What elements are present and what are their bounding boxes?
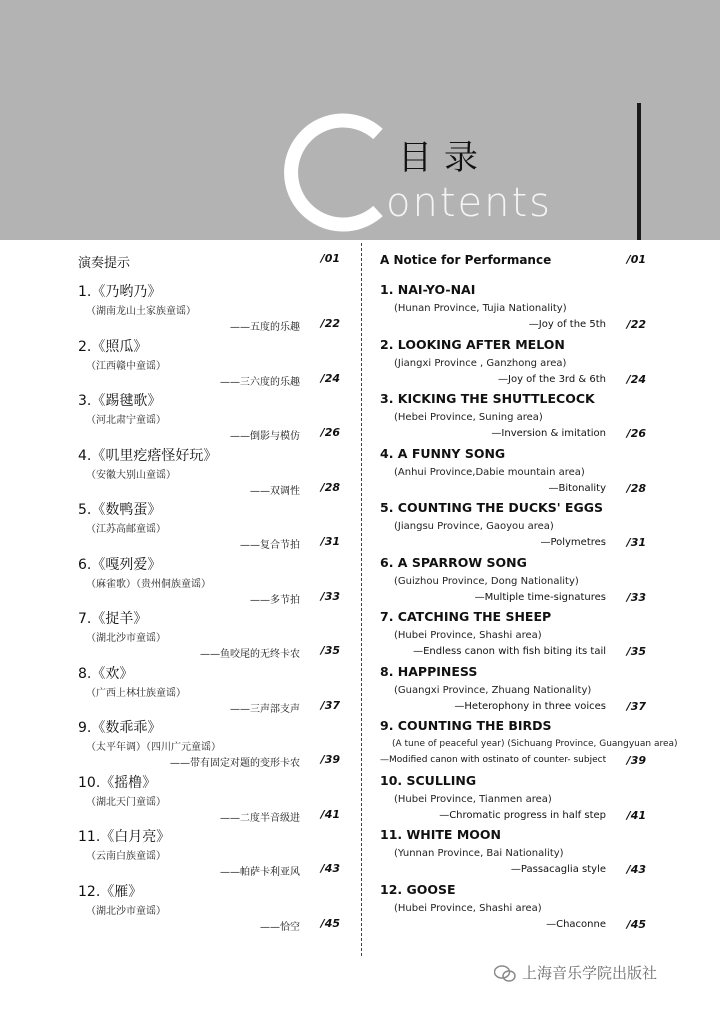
- page-number: /33: [320, 589, 340, 603]
- entry-title[interactable]: 11. WHITE MOON: [380, 827, 501, 842]
- entry-title[interactable]: 5. COUNTING THE DUCKS' EGGS: [380, 500, 603, 515]
- page-number: /43: [626, 863, 646, 876]
- entry-origin: （太平年调）（四川广元童谣）: [86, 742, 221, 753]
- entry-title[interactable]: 2.《照瓜》: [78, 338, 148, 355]
- page-number: /37: [626, 699, 646, 713]
- entry-origin: (Anhui Province,Dabie mountain area): [394, 466, 585, 478]
- page-number: /31: [320, 535, 340, 548]
- page-number: /35: [626, 645, 646, 658]
- entry-origin: （广西上林壮族童谣）: [86, 687, 186, 699]
- contents-c-logo: [270, 110, 390, 235]
- notice-row[interactable]: [380, 253, 646, 267]
- entry-theme: ——双调性: [250, 485, 300, 497]
- entry-title[interactable]: 12.《雁》: [78, 883, 143, 900]
- page-number: /43: [320, 862, 340, 875]
- entry-origin: (Hunan Province, Tujia Nationality): [394, 303, 567, 314]
- entry-title[interactable]: 9.《数乖乖》: [78, 720, 162, 736]
- header-vertical-rule: [637, 103, 641, 240]
- page-number: /41: [626, 808, 646, 822]
- entry-theme: ——三六度的乐趣: [220, 376, 300, 388]
- entry-theme: —Bitonality: [548, 482, 606, 494]
- entry-title[interactable]: 8. HAPPINESS: [380, 663, 478, 679]
- entry-theme: —Multiple time-signatures: [474, 591, 606, 603]
- page-number: /22: [626, 318, 646, 331]
- entry-title[interactable]: 8.《欢》: [78, 665, 134, 682]
- title-chinese: 目录: [398, 138, 490, 178]
- entry-theme: ——多节拍: [250, 594, 300, 606]
- title-english: ontents: [386, 180, 552, 226]
- page-number: /26: [626, 427, 646, 440]
- entry-origin: (Hubei Province, Shashi area): [394, 630, 542, 641]
- entry-title[interactable]: 2. LOOKING AFTER MELON: [380, 336, 565, 352]
- entry-title[interactable]: 9. COUNTING THE BIRDS: [380, 718, 552, 733]
- entry-origin: (Jiangxi Province , Ganzhong area): [394, 357, 567, 369]
- entry-title[interactable]: 7.《捉羊》: [78, 611, 148, 627]
- entry-title[interactable]: 10.《摇橹》: [78, 774, 157, 791]
- entry-theme: —Polymetres: [540, 537, 606, 548]
- entry-origin: （湖北天门童谣）: [86, 796, 166, 808]
- page-number: /28: [320, 480, 340, 494]
- entry-theme: —Joy of the 5th: [528, 319, 606, 330]
- entry-origin: (Hubei Province, Tianmen area): [394, 793, 552, 805]
- entry-origin: (Hebei Province, Suning area): [394, 412, 543, 423]
- page-number: /45: [320, 916, 340, 930]
- entry-origin: (Jiangsu Province, Gaoyou area): [394, 521, 554, 532]
- publisher-watermark: [494, 962, 657, 983]
- notice-row[interactable]: [78, 252, 340, 271]
- entry-title[interactable]: 10. SCULLING: [380, 772, 477, 788]
- entry-title[interactable]: 6.《嘎列爱》: [78, 556, 162, 573]
- page-number: /35: [320, 644, 340, 657]
- entry-origin: （湖南龙山土家族童谣）: [86, 306, 196, 317]
- entry-title[interactable]: 1.《乃哟乃》: [78, 284, 162, 300]
- entry-origin: （河北肃宁童谣）: [86, 415, 166, 426]
- entry-origin: （麻雀歌）（贵州侗族童谣）: [86, 578, 211, 590]
- page-number: /39: [320, 753, 340, 766]
- page-number: /31: [626, 536, 646, 549]
- wechat-icon: [494, 965, 516, 983]
- entry-theme: —Passacaglia style: [510, 864, 606, 875]
- entry-origin: (Guizhou Province, Dong Nationality): [394, 575, 579, 587]
- page-number: /45: [626, 917, 646, 931]
- page-number: /26: [320, 426, 340, 439]
- entry-title[interactable]: 6. A SPARROW SONG: [380, 554, 527, 570]
- page-number: /28: [626, 481, 646, 495]
- column-divider: [361, 243, 362, 956]
- entry-origin: (Yunnan Province, Bai Nationality): [394, 848, 564, 859]
- entry-title[interactable]: 12. GOOSE: [380, 881, 456, 897]
- notice-label: A Notice for Performance: [380, 253, 552, 267]
- entry-theme: ——五度的乐趣: [230, 322, 300, 333]
- entry-theme: —Joy of the 3rd & 6th: [498, 373, 606, 385]
- notice-page: /01: [320, 252, 340, 265]
- entry-origin: （江苏高邮童谣）: [86, 524, 166, 535]
- entry-title[interactable]: 4. A FUNNY SONG: [380, 445, 506, 461]
- entry-origin: （安徽大别山童谣）: [86, 469, 176, 481]
- entry-origin: (A tune of peaceful year) (Sichuang Province, Guangyuan area): [392, 739, 678, 749]
- entry-title[interactable]: 11.《白月亮》: [78, 829, 171, 845]
- entry-title[interactable]: 5.《数鸭蛋》: [78, 502, 162, 518]
- entry-title[interactable]: 7. CATCHING THE SHEEP: [380, 609, 552, 624]
- entry-theme: ——恰空: [260, 921, 300, 933]
- entry-theme: —Inversion & imitation: [491, 428, 606, 439]
- entry-theme: ——三声部支声: [230, 703, 300, 715]
- entry-origin: （江西赣中童谣）: [86, 360, 166, 372]
- page-number: /24: [320, 371, 340, 385]
- entry-origin: （云南白族童谣）: [86, 851, 166, 862]
- entry-theme: ——二度半音级进: [220, 812, 300, 824]
- entry-origin: (Hubei Province, Shashi area): [394, 902, 542, 914]
- entry-theme: —Chaconne: [546, 918, 606, 930]
- entry-origin: （湖北沙市童谣）: [86, 905, 166, 917]
- entry-theme: —Endless canon with fish biting its tail: [413, 646, 606, 657]
- entry-title[interactable]: 4.《叽里疙瘩怪好玩》: [78, 447, 218, 464]
- page-number: /24: [626, 372, 646, 386]
- entry-theme: ——倒影与模仿: [230, 431, 300, 442]
- page-number: /22: [320, 317, 340, 330]
- entry-theme: —Heterophony in three voices: [454, 700, 606, 712]
- entry-theme: ——鱼咬尾的无终卡农: [200, 649, 300, 660]
- entry-origin: (Guangxi Province, Zhuang Nationality): [394, 684, 592, 696]
- entry-theme: ——带有固定对题的变形卡农: [170, 758, 300, 769]
- page-number: /33: [626, 590, 646, 604]
- notice-page: /01: [626, 253, 646, 266]
- entry-title[interactable]: 3. KICKING THE SHUTTLECOCK: [380, 391, 595, 406]
- entry-title[interactable]: 3.《踢毽歌》: [78, 393, 162, 409]
- entry-theme: ——复合节拍: [240, 540, 300, 551]
- entry-theme: —Chromatic progress in half step: [439, 809, 606, 821]
- entry-theme: —Modified canon with ostinato of counter- subject: [380, 755, 607, 765]
- page-number: /41: [320, 807, 340, 821]
- notice-label: 演奏提示: [78, 256, 131, 271]
- entry-title[interactable]: 1. NAI-YO-NAI: [380, 282, 476, 297]
- entry-origin: （湖北沙市童谣）: [86, 633, 166, 644]
- page-number: /37: [320, 698, 340, 712]
- page-number: /39: [626, 754, 646, 767]
- entry-theme: ——帕萨卡利亚风: [220, 867, 300, 878]
- publisher-name: 上海音乐学院出版社: [522, 964, 658, 982]
